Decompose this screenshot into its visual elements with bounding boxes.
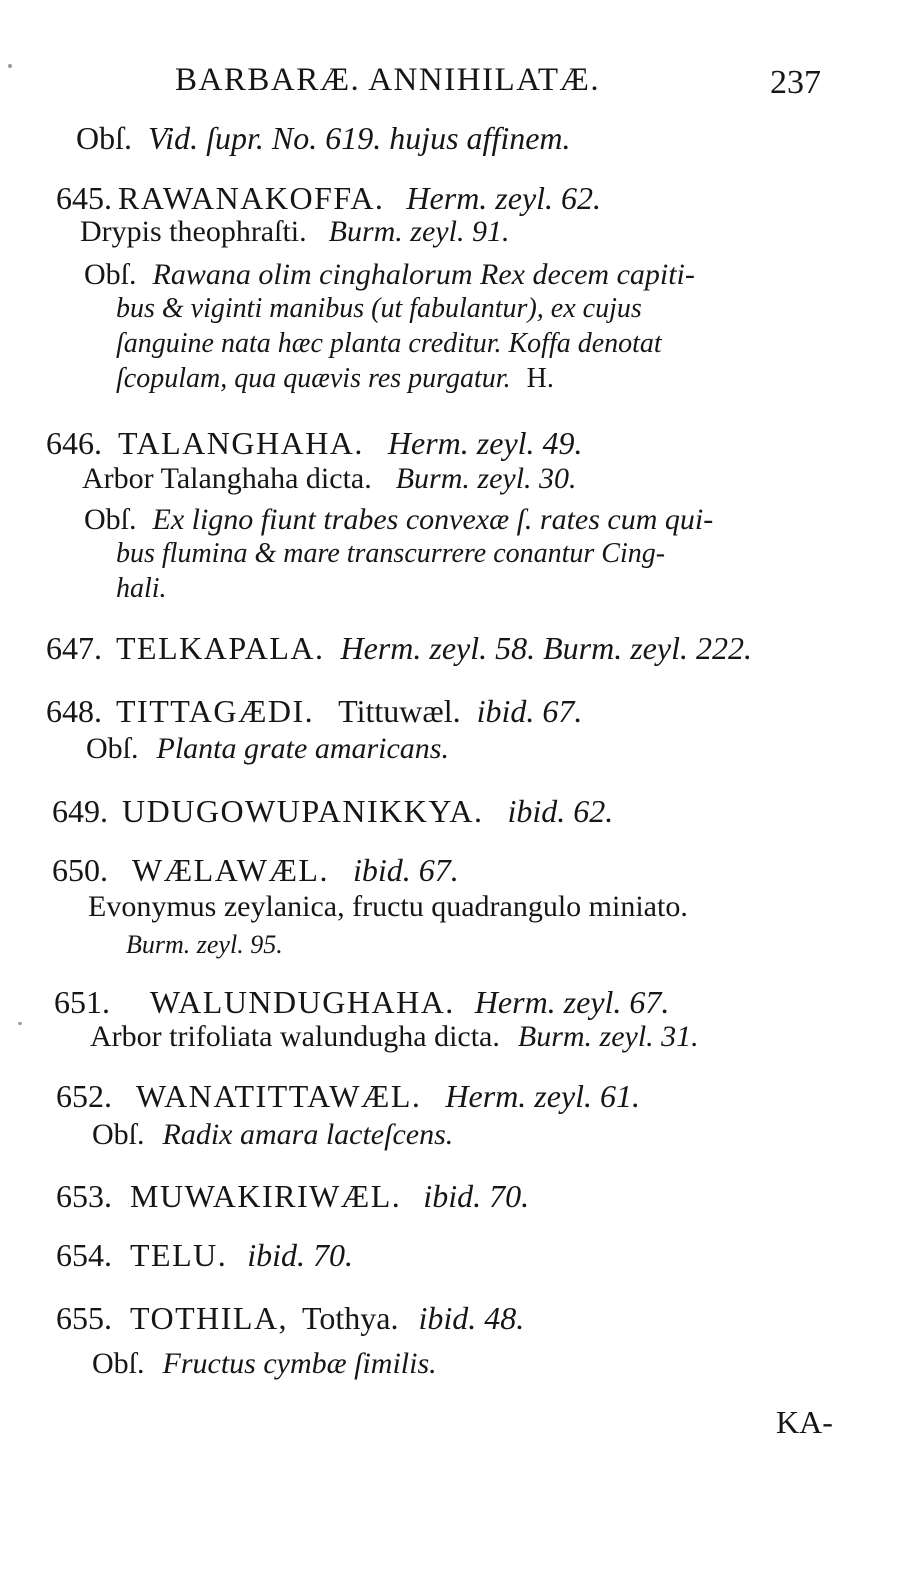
entry-655-text: 655. <box>56 1300 112 1336</box>
obs-646-a-text: Obſ. <box>84 503 137 536</box>
margin-speck <box>18 1022 22 1025</box>
entry-653-headword: MUWAKIRIWÆL. <box>130 1178 402 1214</box>
syn-650-a-text: Evonymus zeylanica, fructu quadrangulo miniato. <box>88 890 688 923</box>
entry-646 <box>46 425 583 467</box>
catchword: KA- <box>776 1404 833 1440</box>
entry-655-text: Tothya. <box>302 1300 399 1336</box>
syn-650-b-reference: Burm. zeyl. 95. <box>126 930 283 959</box>
entry-647-reference: Herm. zeyl. 58. Burm. zeyl. 222. <box>340 630 752 666</box>
syn-650-b <box>126 930 283 972</box>
entry-645-reference: Herm. zeyl. 62. <box>406 180 602 216</box>
obs-655 <box>92 1347 437 1389</box>
obs-644-reference: Vid. ſupr. No. 619. hujus affinem. <box>148 120 571 156</box>
obs-644-text: Obſ. <box>76 120 132 156</box>
entry-654-reference: ibid. 70. <box>247 1237 354 1273</box>
entry-652-headword: WANATITTAWÆL. <box>136 1078 422 1114</box>
syn-651 <box>90 1020 699 1062</box>
entry-649-reference: ibid. 62. <box>507 793 614 829</box>
entry-652 <box>56 1078 640 1120</box>
entry-648-headword: TITTAGÆDI. <box>116 693 315 729</box>
obs-648-reference: Planta grate amaricans. <box>156 732 449 765</box>
entry-651-text: 651. <box>54 984 110 1020</box>
syn-645-reference: Burm. zeyl. 91. <box>328 215 510 248</box>
obs-646-b-reference: bus flumina & mare transcurrere conantur Cing- <box>116 538 666 569</box>
entry-654-headword: TELU. <box>130 1237 228 1273</box>
obs-644 <box>76 120 571 162</box>
obs-645-d-text: H. <box>526 363 554 394</box>
entry-649-headword: UDUGOWUPANIKKYA. <box>122 793 484 829</box>
running-title: BARBARÆ. ANNIHILATÆ. <box>175 62 601 98</box>
obs-646-c <box>116 573 167 615</box>
entry-649 <box>52 793 613 835</box>
obs-655-reference: Fructus cymbæ ſimilis. <box>162 1347 437 1380</box>
entry-650-headword: WÆLAWÆL. <box>132 852 329 888</box>
syn-646-text: Arbor Talanghaha dicta. <box>82 462 372 495</box>
entry-653-text: 653. <box>56 1178 112 1214</box>
entry-655-headword: TOTHILA, <box>130 1300 289 1336</box>
entry-647 <box>46 630 752 672</box>
entry-646-reference: Herm. zeyl. 49. <box>387 425 583 461</box>
obs-648 <box>86 732 449 774</box>
entry-647-headword: TELKAPALA. <box>116 630 325 666</box>
obs-645-d-reference: ſcopulam, qua quævis res purgatur. <box>116 363 511 394</box>
entry-645-headword: RAWANAKOFFA. <box>118 180 385 216</box>
obs-646-c-reference: hali. <box>116 573 167 604</box>
entry-651-reference: Herm. zeyl. 67. <box>474 984 670 1020</box>
entry-647-text: 647. <box>46 630 102 666</box>
entry-651-headword: WALUNDUGHAHA. <box>150 984 455 1020</box>
obs-645-a-text: Obſ. <box>84 258 137 291</box>
obs-645-d <box>116 363 554 405</box>
entry-645-text: 645. <box>56 180 112 216</box>
page-number: 237 <box>770 64 821 101</box>
syn-651-text: Arbor trifoliata walundugha dicta. <box>90 1020 500 1053</box>
obs-655-text: Obſ. <box>92 1347 145 1380</box>
entry-653 <box>56 1178 529 1220</box>
obs-646-b <box>116 538 665 580</box>
entry-646-headword: TALANGHAHA. <box>118 425 364 461</box>
entry-654-text: 654. <box>56 1237 112 1273</box>
syn-645 <box>80 215 509 257</box>
obs-645-c-reference: ſanguine nata hæc planta creditur. Koffa denotat <box>116 328 662 359</box>
obs-648-text: Obſ. <box>86 732 139 765</box>
syn-651-reference: Burm. zeyl. 31. <box>517 1020 699 1053</box>
entry-648-text: Tittuwæl. <box>338 693 461 729</box>
syn-646 <box>82 462 577 504</box>
syn-645-text: Drypis theophraſti. <box>80 215 307 248</box>
entry-654 <box>56 1237 353 1279</box>
entry-649-text: 649. <box>52 793 108 829</box>
syn-646-reference: Burm. zeyl. 30. <box>395 462 577 495</box>
entry-655 <box>56 1300 524 1342</box>
entry-648-text: 648. <box>46 693 102 729</box>
obs-652-reference: Radix amara lacteſcens. <box>162 1118 454 1151</box>
obs-646-a-reference: Ex ligno fiunt trabes convexæ ſ. rates cum qui- <box>152 503 714 536</box>
entry-650-text: 650. <box>52 852 108 888</box>
syn-650-a <box>88 890 688 932</box>
entry-650 <box>52 852 459 894</box>
obs-645-b-reference: bus & viginti manibus (ut fabulantur), ex cujus <box>116 293 642 324</box>
obs-645-a-reference: Rawana olim cinghalorum Rex decem capiti- <box>152 258 695 291</box>
entry-648-reference: ibid. 67. <box>476 693 583 729</box>
entry-646-text: 646. <box>46 425 102 461</box>
entry-652-reference: Herm. zeyl. 61. <box>445 1078 641 1114</box>
obs-652-text: Obſ. <box>92 1118 145 1151</box>
entry-650-reference: ibid. 67. <box>352 852 459 888</box>
entry-653-reference: ibid. 70. <box>423 1178 530 1214</box>
margin-speck <box>8 64 12 68</box>
obs-652 <box>92 1118 453 1160</box>
entry-652-text: 652. <box>56 1078 112 1114</box>
entry-655-reference: ibid. 48. <box>418 1300 525 1336</box>
entry-648 <box>46 693 582 735</box>
